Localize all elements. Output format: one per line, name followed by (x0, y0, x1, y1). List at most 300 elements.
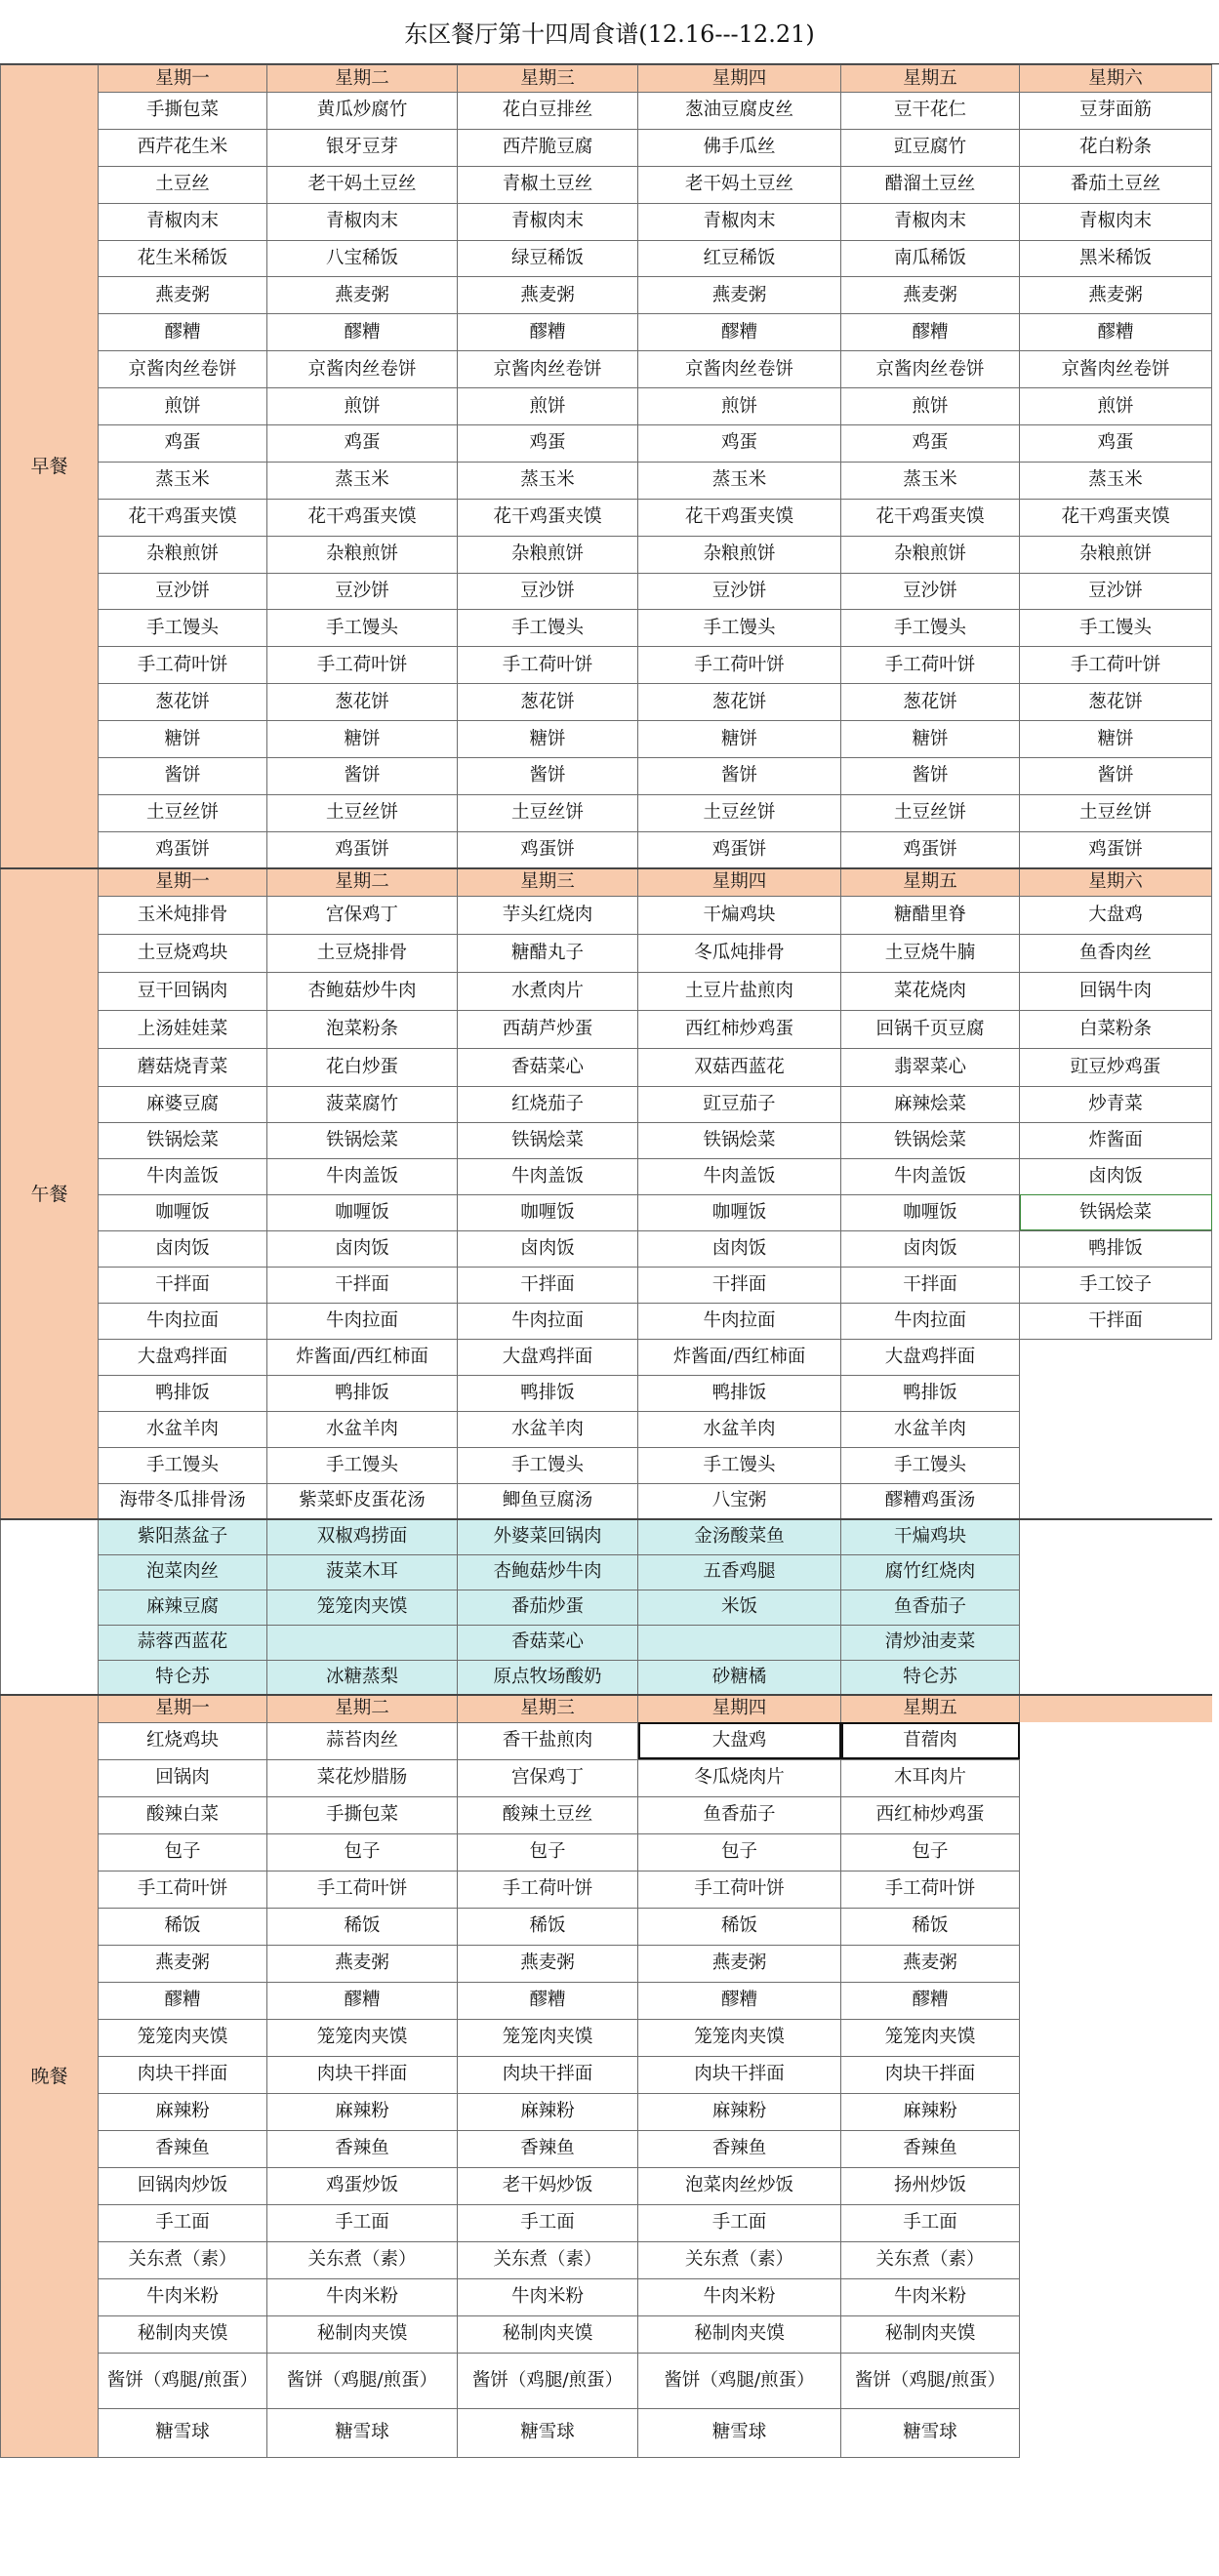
dish-cell: 京酱肉丝卷饼 (458, 351, 638, 388)
dish-cell (1020, 1759, 1212, 1796)
special-dish-cell: 原点牧场酸奶 (458, 1660, 638, 1695)
dish-cell: 紫菜虾皮蛋花汤 (267, 1483, 458, 1519)
table-row (1, 2093, 1212, 2130)
day-header: 星期二 (267, 1695, 458, 1722)
table-row (1, 758, 1212, 795)
dish-cell: 包子 (458, 1833, 638, 1871)
dish-cell: 牛肉盖饭 (99, 1158, 267, 1194)
dish-cell: 手工荷叶饼 (267, 1871, 458, 1908)
dish-cell: 牛肉盖饭 (458, 1158, 638, 1194)
dish-cell: 手工面 (458, 2204, 638, 2241)
dish-cell: 肉块干拌面 (267, 2056, 458, 2093)
dish-cell: 手工荷叶饼 (99, 1871, 267, 1908)
table-row (1, 831, 1212, 868)
dish-cell: 鸡蛋饼 (458, 831, 638, 868)
dish-cell: 回锅肉 (99, 1759, 267, 1796)
day-header: 星期二 (267, 868, 458, 896)
day-header: 星期三 (458, 65, 638, 93)
table-row (1, 794, 1212, 831)
dish-cell: 回锅千页豆腐 (841, 1010, 1020, 1048)
dish-cell: 青椒肉末 (1020, 203, 1212, 240)
dish-cell: 土豆丝饼 (99, 794, 267, 831)
table-row (1, 1759, 1212, 1796)
dish-cell: 牛肉盖饭 (841, 1158, 1020, 1194)
dish-cell: 蒸玉米 (638, 462, 841, 499)
dish-cell: 花白炒蛋 (267, 1048, 458, 1086)
dish-cell: 稀饭 (267, 1908, 458, 1945)
dish-cell: 青椒肉末 (841, 203, 1020, 240)
dish-cell: 酱饼 (267, 758, 458, 795)
dish-cell: 煎饼 (841, 388, 1020, 425)
dish-cell: 醪糟 (99, 1982, 267, 2019)
dish-cell: 咖喱饭 (638, 1194, 841, 1230)
dish-cell: 木耳肉片 (841, 1759, 1020, 1796)
dish-cell: 京酱肉丝卷饼 (638, 351, 841, 388)
dish-cell: 牛肉米粉 (841, 2278, 1020, 2315)
dish-cell: 卤肉饭 (841, 1230, 1020, 1267)
dish-cell: 牛肉盖饭 (638, 1158, 841, 1194)
special-dish-cell (638, 1625, 841, 1660)
dish-cell: 鸡蛋炒饭 (267, 2167, 458, 2204)
dish-cell: 鸡蛋 (1020, 425, 1212, 463)
table-row (1, 2167, 1212, 2204)
dish-cell: 酱饼 (99, 758, 267, 795)
day-header: 星期五 (841, 65, 1020, 93)
dish-cell: 肉块干拌面 (638, 2056, 841, 2093)
meal-label-dinner: 晚餐 (1, 1695, 99, 2457)
dish-cell: 冬瓜烧肉片 (638, 1759, 841, 1796)
dish-cell: 苜蓿肉 (841, 1722, 1020, 1759)
dish-cell: 豆沙饼 (1020, 573, 1212, 610)
day-header: 星期一 (99, 1695, 267, 1722)
special-dish-cell: 紫阳蒸盆子 (99, 1519, 267, 1554)
dish-cell (1020, 2093, 1212, 2130)
dish-cell: 燕麦粥 (1020, 277, 1212, 314)
dish-cell: 糖饼 (638, 721, 841, 758)
dish-cell: 鸭排饭 (1020, 1230, 1212, 1267)
table-row (1, 1086, 1212, 1122)
dish-cell: 糖醋里脊 (841, 896, 1020, 934)
dish-cell: 酱饼（鸡腿/煎蛋） (267, 2353, 458, 2408)
table-row (1, 1945, 1212, 1982)
dish-cell: 老干妈炒饭 (458, 2167, 638, 2204)
dish-cell (1020, 1833, 1212, 1871)
dish-cell: 蒸玉米 (1020, 462, 1212, 499)
dish-cell: 青椒肉末 (638, 203, 841, 240)
dish-cell: 鸭排饭 (267, 1375, 458, 1411)
menu-table (0, 64, 1212, 2458)
table-row (1, 1194, 1212, 1230)
dish-cell: 豆干回锅肉 (99, 972, 267, 1010)
dish-cell: 杂粮煎饼 (638, 536, 841, 573)
dish-cell: 关东煮（素） (638, 2241, 841, 2278)
dish-cell: 大盘鸡拌面 (99, 1339, 267, 1375)
table-row (1, 1158, 1212, 1194)
dish-cell: 糖雪球 (841, 2408, 1020, 2457)
dish-cell: 土豆丝饼 (458, 794, 638, 831)
dish-cell: 秘制肉夹馍 (458, 2315, 638, 2353)
special-dish-cell: 冰糖蒸梨 (267, 1660, 458, 1695)
special-row (1, 1625, 1212, 1660)
table-row (1, 2408, 1212, 2457)
table-row (1, 1833, 1212, 1871)
dish-cell: 铁锅烩菜 (841, 1122, 1020, 1158)
dish-cell: 花白粉条 (1020, 129, 1212, 166)
table-row (1, 1339, 1212, 1375)
day-header: 星期四 (638, 1695, 841, 1722)
dish-cell: 花干鸡蛋夹馍 (841, 499, 1020, 536)
dish-cell: 双菇西蓝花 (638, 1048, 841, 1086)
special-dish-cell: 鱼香茄子 (841, 1590, 1020, 1625)
dish-cell: 干拌面 (638, 1267, 841, 1303)
special-dish-cell: 香菇菜心 (458, 1625, 638, 1660)
dish-cell: 土豆烧牛腩 (841, 934, 1020, 972)
dish-cell (1020, 1447, 1212, 1483)
dish-cell: 咖喱饭 (458, 1194, 638, 1230)
dish-cell: 手撕包菜 (267, 1796, 458, 1833)
dish-cell: 回锅牛肉 (1020, 972, 1212, 1010)
dish-cell: 关东煮（素） (267, 2241, 458, 2278)
special-row (1, 1519, 1212, 1554)
dish-cell: 蒸玉米 (458, 462, 638, 499)
dish-cell: 黄瓜炒腐竹 (267, 93, 458, 130)
dish-cell: 包子 (267, 1833, 458, 1871)
special-dish-cell: 腐竹红烧肉 (841, 1554, 1020, 1590)
dish-cell: 海带冬瓜排骨汤 (99, 1483, 267, 1519)
dish-cell: 黑米稀饭 (1020, 240, 1212, 277)
table-row (1, 2204, 1212, 2241)
table-row (1, 499, 1212, 536)
dish-cell: 豆沙饼 (841, 573, 1020, 610)
dish-cell: 牛肉米粉 (99, 2278, 267, 2315)
special-row (1, 1590, 1212, 1625)
table-row (1, 1048, 1212, 1086)
dish-cell (1020, 2130, 1212, 2167)
dish-cell: 老干妈土豆丝 (267, 166, 458, 203)
special-dish-cell: 特仑苏 (99, 1660, 267, 1695)
dish-cell: 香辣鱼 (841, 2130, 1020, 2167)
table-row (1, 972, 1212, 1010)
dish-cell: 宫保鸡丁 (267, 896, 458, 934)
dish-cell: 花干鸡蛋夹馍 (638, 499, 841, 536)
dish-cell: 咖喱饭 (99, 1194, 267, 1230)
dish-cell: 燕麦粥 (638, 1945, 841, 1982)
dish-cell: 大盘鸡 (638, 1722, 841, 1759)
dish-cell: 水盆羊肉 (99, 1411, 267, 1447)
table-row (1, 2056, 1212, 2093)
dish-cell: 铁锅烩菜 (99, 1122, 267, 1158)
dish-cell: 糖饼 (841, 721, 1020, 758)
dish-cell: 玉米炖排骨 (99, 896, 267, 934)
dish-cell: 炒青菜 (1020, 1086, 1212, 1122)
dish-cell: 豇豆茄子 (638, 1086, 841, 1122)
dish-cell: 干拌面 (458, 1267, 638, 1303)
special-dish-cell: 麻辣豆腐 (99, 1590, 267, 1625)
table-row (1, 277, 1212, 314)
dish-cell: 水盆羊肉 (267, 1411, 458, 1447)
special-dish-cell: 番茄炒蛋 (458, 1590, 638, 1625)
dish-cell: 铁锅烩菜 (458, 1122, 638, 1158)
dish-cell: 土豆片盐煎肉 (638, 972, 841, 1010)
table-row (1, 2278, 1212, 2315)
dish-cell: 大盘鸡拌面 (458, 1339, 638, 1375)
dish-cell: 菠菜腐竹 (267, 1086, 458, 1122)
dish-cell: 水盆羊肉 (638, 1411, 841, 1447)
dish-cell: 上汤娃娃菜 (99, 1010, 267, 1048)
dish-cell: 煎饼 (99, 388, 267, 425)
dish-cell: 西芹花生米 (99, 129, 267, 166)
dish-cell (1020, 1796, 1212, 1833)
dish-cell: 铁锅烩菜 (267, 1122, 458, 1158)
dish-cell: 葱花饼 (638, 684, 841, 721)
table-row (1, 2353, 1212, 2408)
dish-cell: 秘制肉夹馍 (638, 2315, 841, 2353)
dish-cell: 咖喱饭 (267, 1194, 458, 1230)
special-dish-cell: 笼笼肉夹馍 (267, 1590, 458, 1625)
dish-cell: 酱饼（鸡腿/煎蛋） (638, 2353, 841, 2408)
dish-cell: 红烧茄子 (458, 1086, 638, 1122)
table-row (1, 684, 1212, 721)
dish-cell: 手工荷叶饼 (458, 1871, 638, 1908)
dish-cell: 八宝粥 (638, 1483, 841, 1519)
table-row (1, 1483, 1212, 1519)
day-header: 星期三 (458, 868, 638, 896)
dish-cell: 酸辣白菜 (99, 1796, 267, 1833)
dish-cell: 醪糟 (841, 1982, 1020, 2019)
table-row (1, 314, 1212, 351)
day-header: 星期四 (638, 868, 841, 896)
special-dish-cell (267, 1625, 458, 1660)
dish-cell: 土豆丝饼 (841, 794, 1020, 831)
page-title: 东区餐厅第十四周食谱(12.16---12.21) (0, 0, 1219, 64)
dish-cell: 京酱肉丝卷饼 (1020, 351, 1212, 388)
special-dish-cell: 杏鲍菇炒牛肉 (458, 1554, 638, 1590)
table-row (1, 610, 1212, 647)
dish-cell: 秘制肉夹馍 (267, 2315, 458, 2353)
dish-cell: 干拌面 (841, 1267, 1020, 1303)
dish-cell: 牛肉拉面 (458, 1303, 638, 1339)
dish-cell: 糖雪球 (458, 2408, 638, 2457)
table-row (1, 1010, 1212, 1048)
dish-cell: 手工馒头 (638, 610, 841, 647)
dish-cell: 青椒肉末 (267, 203, 458, 240)
dish-cell: 干拌面 (267, 1267, 458, 1303)
dish-cell: 麻辣粉 (841, 2093, 1020, 2130)
dish-cell: 豆沙饼 (458, 573, 638, 610)
dish-cell: 麻婆豆腐 (99, 1086, 267, 1122)
table-row (1, 896, 1212, 934)
dish-cell: 卤肉饭 (267, 1230, 458, 1267)
dish-cell: 糖雪球 (267, 2408, 458, 2457)
dish-cell: 豆沙饼 (638, 573, 841, 610)
dish-cell: 鸡蛋 (841, 425, 1020, 463)
dish-cell: 稀饭 (638, 1908, 841, 1945)
dish-cell: 关东煮（素） (841, 2241, 1020, 2278)
table-row (1, 1230, 1212, 1267)
dish-cell: 燕麦粥 (267, 277, 458, 314)
dish-cell: 鸭排饭 (99, 1375, 267, 1411)
dish-cell: 笼笼肉夹馍 (841, 2019, 1020, 2056)
dish-cell: 鸡蛋饼 (1020, 831, 1212, 868)
dish-cell (1020, 2241, 1212, 2278)
dish-cell: 菜花炒腊肠 (267, 1759, 458, 1796)
dish-cell: 麻辣粉 (638, 2093, 841, 2130)
dish-cell: 鸡蛋 (638, 425, 841, 463)
dish-cell: 手工荷叶饼 (638, 647, 841, 684)
dish-cell: 手工馒头 (267, 1447, 458, 1483)
dish-cell: 香干盐煎肉 (458, 1722, 638, 1759)
dish-cell: 香辣鱼 (458, 2130, 638, 2167)
dinner-day-header (1, 1695, 1212, 1722)
table-row (1, 1871, 1212, 1908)
table-row (1, 129, 1212, 166)
dish-cell: 鸡蛋 (267, 425, 458, 463)
dish-cell: 醪糟 (458, 1982, 638, 2019)
special-dish-cell: 特仑苏 (841, 1660, 1020, 1695)
dish-cell: 手工荷叶饼 (841, 647, 1020, 684)
dish-cell: 牛肉盖饭 (267, 1158, 458, 1194)
dish-cell: 花干鸡蛋夹馍 (99, 499, 267, 536)
dish-cell: 土豆烧鸡块 (99, 934, 267, 972)
dish-cell: 醪糟 (458, 314, 638, 351)
special-dish-cell: 清炒油麦菜 (841, 1625, 1020, 1660)
table-row (1, 2130, 1212, 2167)
dish-cell: 土豆烧排骨 (267, 934, 458, 972)
dish-cell: 鸡蛋 (458, 425, 638, 463)
dish-cell: 糖雪球 (99, 2408, 267, 2457)
dish-cell: 麻辣粉 (99, 2093, 267, 2130)
dish-cell: 银牙豆芽 (267, 129, 458, 166)
dish-cell: 糖醋丸子 (458, 934, 638, 972)
dish-cell: 手工馒头 (267, 610, 458, 647)
dish-cell: 鸭排饭 (638, 1375, 841, 1411)
dish-cell: 南瓜稀饭 (841, 240, 1020, 277)
dish-cell: 煎饼 (1020, 388, 1212, 425)
dish-cell: 杂粮煎饼 (267, 536, 458, 573)
day-header (1020, 1695, 1212, 1722)
dish-cell: 酱饼（鸡腿/煎蛋） (458, 2353, 638, 2408)
dish-cell: 包子 (841, 1833, 1020, 1871)
dish-cell: 糖雪球 (638, 2408, 841, 2457)
dish-cell (1020, 1375, 1212, 1411)
dish-cell: 香菇菜心 (458, 1048, 638, 1086)
dish-cell: 豇豆腐竹 (841, 129, 1020, 166)
dish-cell: 炸酱面/西红柿面 (638, 1339, 841, 1375)
dish-cell: 卤肉饭 (458, 1230, 638, 1267)
dish-cell: 豆沙饼 (267, 573, 458, 610)
dish-cell: 手工荷叶饼 (458, 647, 638, 684)
table-row (1, 1447, 1212, 1483)
dish-cell: 青椒肉末 (458, 203, 638, 240)
dish-cell: 芋头红烧肉 (458, 896, 638, 934)
dish-cell: 咖喱饭 (841, 1194, 1020, 1230)
dish-cell: 手工馒头 (99, 610, 267, 647)
dish-cell (1020, 2408, 1212, 2457)
dish-cell: 炸酱面 (1020, 1122, 1212, 1158)
dish-cell: 杂粮煎饼 (99, 536, 267, 573)
special-dish-cell: 干煸鸡块 (841, 1519, 1020, 1554)
table-row (1, 1375, 1212, 1411)
dish-cell: 煎饼 (638, 388, 841, 425)
dish-cell: 手工面 (99, 2204, 267, 2241)
table-row (1, 388, 1212, 425)
dish-cell: 手工馒头 (458, 610, 638, 647)
lunch-day-header (1, 868, 1212, 896)
dish-cell: 稀饭 (841, 1908, 1020, 1945)
dish-cell: 青椒土豆丝 (458, 166, 638, 203)
dish-cell: 肉块干拌面 (841, 2056, 1020, 2093)
dish-cell: 手工馒头 (638, 1447, 841, 1483)
table-row (1, 1267, 1212, 1303)
dish-cell: 西红柿炒鸡蛋 (841, 1796, 1020, 1833)
dish-cell: 鱼香肉丝 (1020, 934, 1212, 972)
blank-cell (1020, 1554, 1212, 1590)
dish-cell: 糖饼 (267, 721, 458, 758)
table-row (1, 1411, 1212, 1447)
dish-cell: 手工荷叶饼 (1020, 647, 1212, 684)
dish-cell: 老干妈土豆丝 (638, 166, 841, 203)
dish-cell: 京酱肉丝卷饼 (267, 351, 458, 388)
dish-cell: 豇豆炒鸡蛋 (1020, 1048, 1212, 1086)
dish-cell: 铁锅烩菜 (1020, 1194, 1212, 1230)
dish-cell: 水盆羊肉 (458, 1411, 638, 1447)
table-row (1, 351, 1212, 388)
breakfast-day-header (1, 65, 1212, 93)
dish-cell: 土豆丝饼 (1020, 794, 1212, 831)
dish-cell: 花干鸡蛋夹馍 (1020, 499, 1212, 536)
dish-cell: 葱花饼 (267, 684, 458, 721)
dish-cell: 燕麦粥 (458, 277, 638, 314)
dish-cell: 鸡蛋饼 (638, 831, 841, 868)
dish-cell: 大盘鸡 (1020, 896, 1212, 934)
dish-cell: 鸭排饭 (458, 1375, 638, 1411)
dish-cell (1020, 2204, 1212, 2241)
dish-cell: 手工馒头 (99, 1447, 267, 1483)
dish-cell: 青椒肉末 (99, 203, 267, 240)
dish-cell: 八宝稀饭 (267, 240, 458, 277)
dish-cell: 泡菜肉丝炒饭 (638, 2167, 841, 2204)
day-header: 星期三 (458, 1695, 638, 1722)
dish-cell (1020, 1908, 1212, 1945)
dish-cell: 秘制肉夹馍 (99, 2315, 267, 2353)
special-dish-cell: 五香鸡腿 (638, 1554, 841, 1590)
dish-cell: 水煮肉片 (458, 972, 638, 1010)
special-dish-cell: 金汤酸菜鱼 (638, 1519, 841, 1554)
table-row (1, 203, 1212, 240)
table-row (1, 425, 1212, 463)
table-row (1, 166, 1212, 203)
dish-cell: 手工面 (638, 2204, 841, 2241)
table-row (1, 536, 1212, 573)
dish-cell: 鸡蛋 (99, 425, 267, 463)
table-row (1, 1722, 1212, 1759)
day-header: 星期六 (1020, 868, 1212, 896)
day-header: 星期六 (1020, 65, 1212, 93)
dish-cell: 牛肉拉面 (638, 1303, 841, 1339)
blank-cell (1020, 1519, 1212, 1554)
dish-cell: 手撕包菜 (99, 93, 267, 130)
dish-cell: 葱花饼 (458, 684, 638, 721)
dish-cell: 红豆稀饭 (638, 240, 841, 277)
day-header: 星期四 (638, 65, 841, 93)
dish-cell: 京酱肉丝卷饼 (99, 351, 267, 388)
dish-cell: 关东煮（素） (99, 2241, 267, 2278)
dish-cell: 酱饼 (841, 758, 1020, 795)
dish-cell: 醪糟鸡蛋汤 (841, 1483, 1020, 1519)
dish-cell: 佛手瓜丝 (638, 129, 841, 166)
dish-cell: 燕麦粥 (99, 277, 267, 314)
dish-cell: 白菜粉条 (1020, 1010, 1212, 1048)
